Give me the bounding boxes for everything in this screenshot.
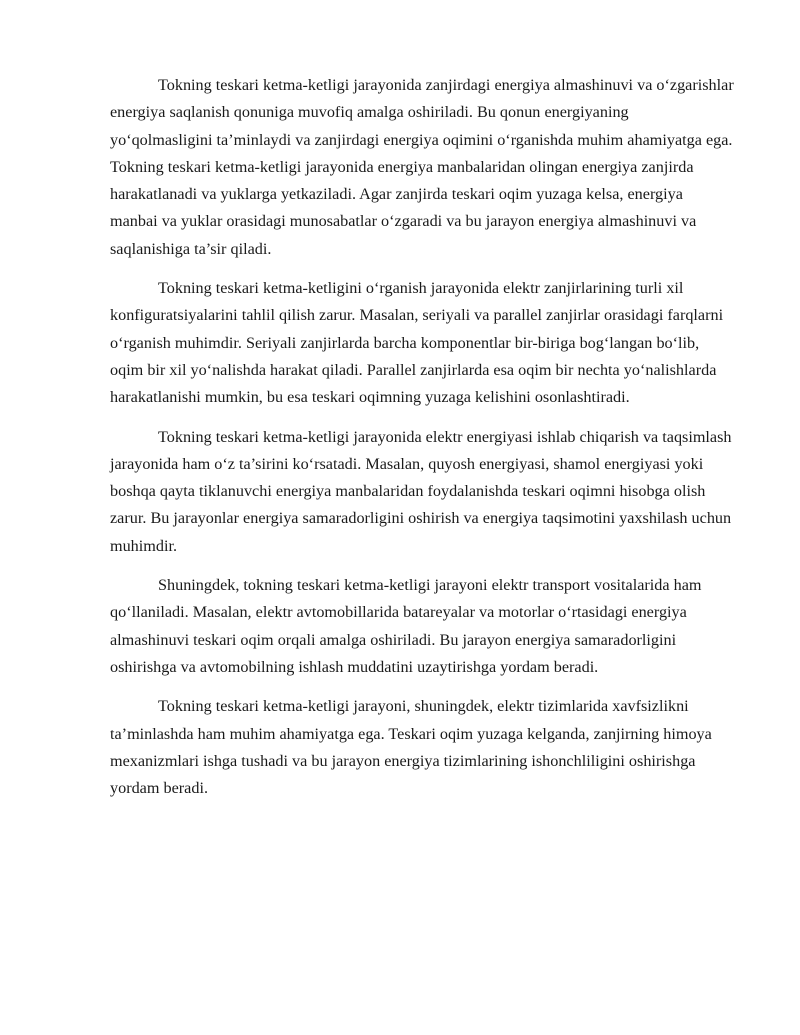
paragraph-1: Tokning teskari ketma-ketligi jarayonida zanjirdagi energiya almashinuvi va o‘zgarishlar energiya saqlanish qonuniga muvofiq amalga oshiriladi. Bu qonun energiyaning yo‘qolmasligini ta’minlaydi va zanjirdagi energiya oqimini o‘rganishda muhim ahamiyatga ega. Tokning teskari ketma-ketligi jarayonida energiya manbalaridan olingan energiya zanjirda harakatlanadi va yuklarga yetkaziladi. Agar zanjirda teskari oqim yuzaga kelsa, energiya manbai va yuklar orasidagi munosabatlar o‘zgaradi va bu jarayon energiya almashinuvi va saqlanishiga ta’sir qiladi.: [110, 76, 734, 258]
paragraph-2: Tokning teskari ketma-ketligini o‘rganish jarayonida elektr zanjirlarining turli xil konfiguratsiyalarini tahlil qilish zarur. Masalan, seriyali va parallel zanjirlar orasidagi farqlarni o‘rganish muhimdir. Seriyali zanjirlarda barcha komponentlar bir-biriga bog‘langan bo‘lib, oqim bir xil yo‘nalishda harakat qiladi. Parallel zanjirlarda esa oqim bir nechta yo‘nalishlarda harakatlanishi mumkin, bu esa teskari oqimning yuzaga kelishini osonlashtiradi.: [110, 279, 724, 407]
paragraph-3: Tokning teskari ketma-ketligi jarayonida elektr energiyasi ishlab chiqarish va taqsimlash jarayonida ham o‘z ta’sirini ko‘rsatadi. Masalan, quyosh energiyasi, shamol energiyasi yoki boshqa qayta tiklanuvchi energiya manbalaridan foydalanishda teskari oqimni hisobga olish zarur. Bu jarayonlar energiya samaradorligini oshirish va energiya taqsimotini yaxshilash uchun muhimdir.: [110, 427, 732, 555]
document-body: [110, 72, 734, 814]
paragraph-4: Shuningdek, tokning teskari ketma-ketligi jarayoni elektr transport vositalarida ham qo‘llaniladi. Masalan, elektr avtomobillarida batareyalar va motorlar o‘rtasidagi energiya almashinuvi teskari oqim orqali amalga oshiriladi. Bu jarayon energiya samaradorligini oshirishga va avtomobilning ishlash muddatini uzaytirishga yordam beradi.: [110, 576, 702, 676]
paragraph-5: Tokning teskari ketma-ketligi jarayoni, shuningdek, elektr tizimlarida xavfsizlikni ta’minlashda ham muhim ahamiyatga ega. Teskari oqim yuzaga kelganda, zanjirning himoya mexanizmlari ishga tushadi va bu jarayon energiya tizimlarining ishonchliligini oshirishga yordam beradi.: [110, 697, 712, 798]
